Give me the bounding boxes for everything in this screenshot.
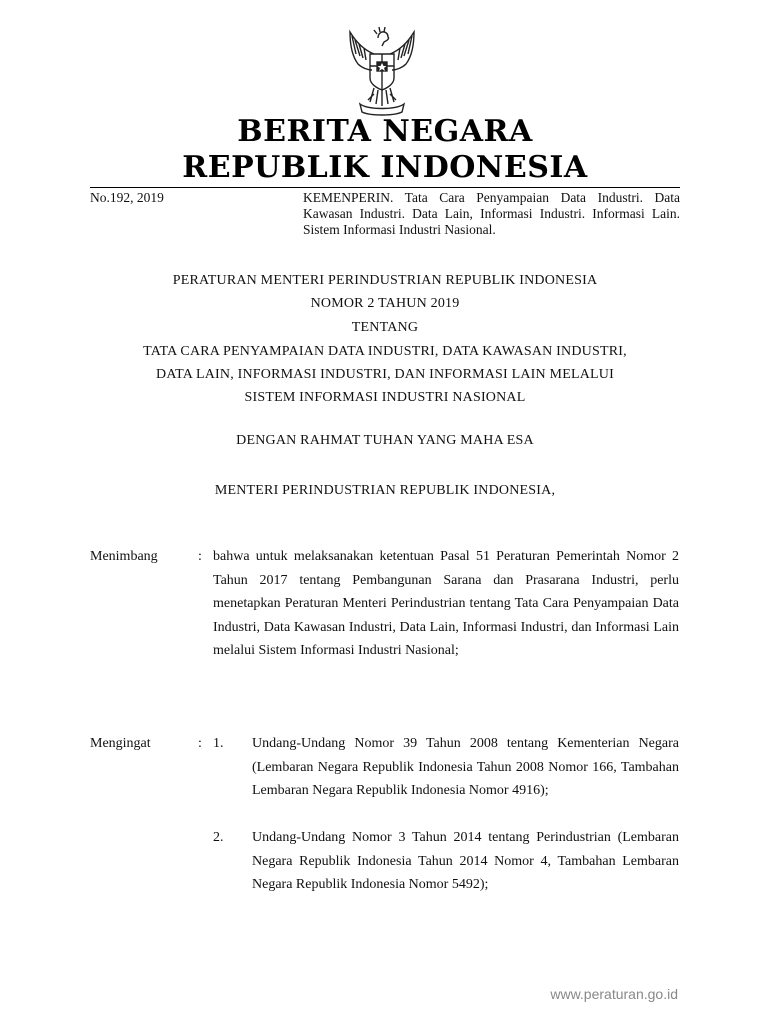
masthead-title: BERITA NEGARA	[237, 114, 533, 149]
list-item: Undang-Undang Nomor 39 Tahun 2008 tentang Kementerian Negara (Lembaran Negara Republik Indonesia Tahun 2008 Nomor 166, Tambahan Lembaran Negara Republik Indonesia Nomor 4916);	[252, 736, 679, 798]
blessing-line: DENGAN RAHMAT TUHAN YANG MAHA ESA	[236, 433, 534, 448]
gazette-number: No.192, 2019	[90, 190, 164, 205]
masthead-subtitle: REPUBLIK INDONESIA	[182, 150, 588, 185]
menimbang-text: bahwa untuk melaksanakan ketentuan Pasal 51 Peraturan Pemerintah Nomor 2 Tahun 2017 tentang Pembangunan Sarana dan Prasarana Industri, perlu menetapkan Peraturan Menteri Perindustrian tentang Tata Cara Penyampaian Data Industri, Data Kawasan Industri, Data Lain, Informasi Industri, dan Informasi Lain melalui Sistem Informasi Industri Nasional;	[213, 549, 679, 658]
garuda-emblem-icon	[334, 24, 430, 120]
regulation-subject-line: SISTEM INFORMASI INDUSTRI NASIONAL	[244, 390, 526, 405]
issuer-line: MENTERI PERINDUSTRIAN REPUBLIK INDONESIA,	[214, 483, 556, 498]
masthead-divider	[90, 187, 680, 188]
regulation-subject-line: TATA CARA PENYAMPAIAN DATA INDUSTRI, DATA KAWASAN INDUSTRI,	[143, 344, 627, 359]
list-item-number: 2.	[213, 830, 224, 845]
regulation-number: NOMOR 2 TAHUN 2019	[310, 296, 460, 311]
regulation-subject-line: DATA LAIN, INFORMASI INDUSTRI, DAN INFORMASI LAIN MELALUI	[156, 367, 614, 382]
list-item-number: 1.	[213, 736, 224, 751]
menimbang-label: Menimbang	[90, 549, 158, 564]
gazette-summary: KEMENPERIN. Tata Cara Penyampaian Data Industri. Data Kawasan Industri. Data Lain, Informasi Industri. Informasi Lain. Sistem Informasi Industri Nasional.	[303, 190, 680, 237]
mengingat-colon: :	[198, 736, 202, 751]
footer-url: www.peraturan.go.id	[550, 986, 678, 1002]
list-item: Undang-Undang Nomor 3 Tahun 2014 tentang Perindustrian (Lembaran Negara Republik Indonesia Tahun 2014 Nomor 4, Tambahan Lembaran Negara Republik Indonesia Nomor 5492);	[252, 830, 679, 892]
menimbang-colon: :	[198, 549, 202, 564]
regulation-about: TENTANG	[351, 320, 419, 335]
mengingat-label: Mengingat	[90, 736, 151, 751]
regulation-title-line: PERATURAN MENTERI PERINDUSTRIAN REPUBLIK INDONESIA	[172, 273, 598, 288]
